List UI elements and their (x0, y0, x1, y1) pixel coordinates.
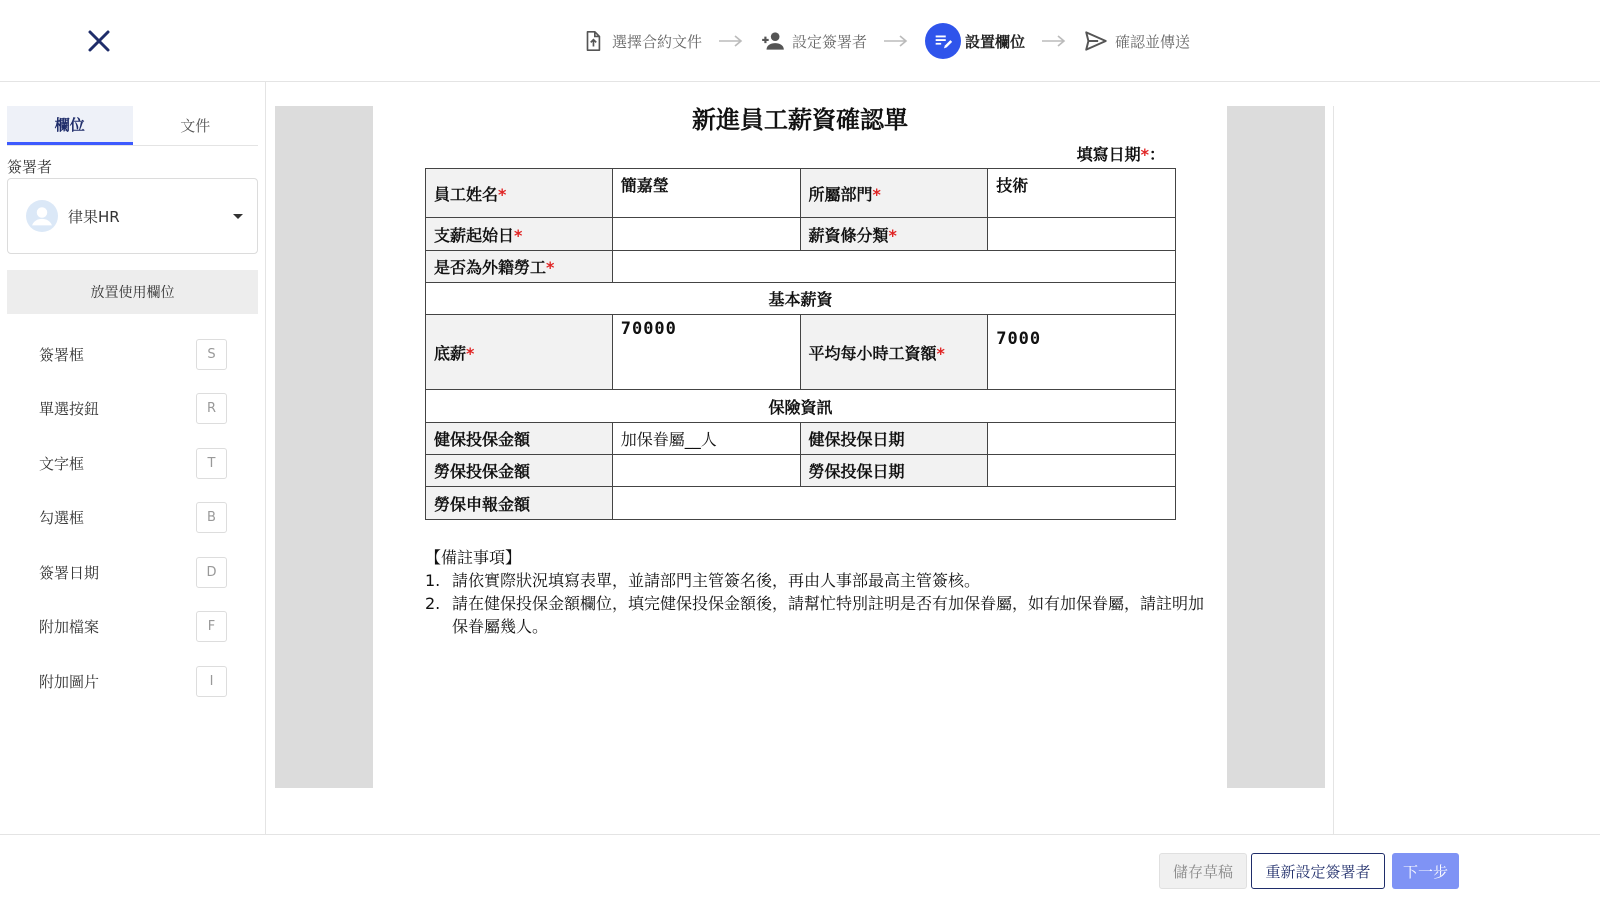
cell-label: 底薪 (434, 343, 467, 363)
document-title: 新進員工薪資確認單 (692, 106, 908, 134)
field-checkbox[interactable] (7, 491, 258, 546)
table-cell (426, 251, 613, 283)
document-viewer[interactable] (275, 106, 1325, 788)
required-mark: * (872, 184, 881, 204)
shortcut-key: F (196, 611, 227, 642)
table-cell (800, 169, 988, 218)
person-add-icon (760, 28, 786, 54)
table-cell[interactable] (612, 455, 800, 487)
table-row (426, 390, 1176, 423)
note-number: 2. (425, 594, 441, 613)
table-cell[interactable]: 7000 (988, 315, 1176, 390)
note-text: 請依實際狀況填寫表單，並請部門主管簽名後，再由人事部最高主管簽核。 (452, 571, 981, 590)
table-cell (800, 315, 988, 390)
table-cell[interactable]: 70000 (612, 315, 800, 390)
note-number: 1. (425, 571, 441, 590)
step-set-fields[interactable] (925, 23, 1025, 59)
arrow-right-icon (883, 34, 909, 48)
step-select-document[interactable] (580, 28, 702, 54)
shortcut-key: B (196, 502, 227, 533)
required-mark: * (498, 184, 507, 204)
shortcut-key: I (196, 666, 227, 697)
caret-down-icon (233, 214, 243, 219)
shortcut-key: S (196, 339, 227, 370)
field-sign-date[interactable] (7, 545, 258, 600)
step-label: 選擇合約文件 (612, 32, 703, 51)
step-label: 設定簽署者 (792, 32, 868, 51)
close-icon[interactable] (84, 26, 114, 56)
list-item (425, 592, 1205, 638)
table-cell[interactable] (612, 218, 800, 251)
fill-date-label (1077, 142, 1165, 165)
notes-section (425, 546, 1205, 638)
arrow-right-icon (1041, 34, 1067, 48)
table-cell (426, 169, 613, 218)
table-row (426, 218, 1176, 251)
sidebar-tabs (7, 106, 258, 146)
field-label: 附加檔案 (39, 618, 100, 637)
step-label: 設置欄位 (965, 32, 1026, 51)
fill-date-text: 填寫日期 (1076, 145, 1141, 164)
notes-title: 【備註事項】 (425, 548, 522, 567)
required-mark: * (888, 225, 897, 245)
tab-fields[interactable]: 欄位 (7, 106, 133, 145)
cell-label: 支薪起始日 (434, 225, 515, 245)
next-button[interactable]: 下一步 (1392, 853, 1459, 889)
table-cell[interactable] (988, 218, 1176, 251)
list-item (425, 569, 1205, 592)
divider (1333, 106, 1334, 834)
signer-name: 律果HR (68, 207, 120, 226)
field-label: 勾選框 (39, 509, 85, 528)
step-confirm-send[interactable] (1083, 28, 1190, 54)
footer-bar (0, 834, 1600, 903)
table-cell (426, 315, 613, 390)
table-row (426, 487, 1176, 520)
cell-label: 平均每小時工資額 (808, 343, 937, 363)
shortcut-key: T (196, 448, 227, 479)
reset-signers-button[interactable]: 重新設定簽署者 (1251, 853, 1385, 889)
field-label: 簽署框 (39, 345, 85, 364)
fill-date-suffix: ： (1148, 145, 1165, 164)
table-row (426, 283, 1176, 315)
sidebar (0, 82, 266, 834)
shortcut-key: R (196, 393, 227, 424)
send-icon (1083, 28, 1109, 54)
table-cell[interactable]: 技術 (988, 169, 1176, 218)
table-cell[interactable] (988, 455, 1176, 487)
table-row (426, 423, 1176, 455)
field-label: 單選按鈕 (39, 400, 100, 419)
table-cell[interactable] (612, 487, 1175, 520)
field-signature-box[interactable] (7, 327, 258, 382)
cell-label: 所屬部門 (808, 184, 873, 204)
field-attach-image[interactable] (7, 654, 258, 709)
table-cell: 勞保申報金額 (426, 487, 613, 520)
place-fields-header: 放置使用欄位 (7, 270, 258, 314)
required-mark: * (1140, 145, 1149, 164)
signer-select[interactable] (7, 178, 258, 254)
table-cell[interactable] (612, 251, 1175, 283)
tab-document[interactable]: 文件 (180, 117, 211, 135)
field-label: 簽署日期 (39, 563, 100, 582)
edit-note-icon (925, 23, 961, 59)
shortcut-key: D (196, 557, 227, 588)
table-cell: 健保投保金額 (426, 423, 613, 455)
table-cell[interactable]: 簡嘉瑩 (612, 169, 800, 218)
table-cell: 健保投保日期 (800, 423, 988, 455)
document-page[interactable] (373, 106, 1227, 788)
field-list (7, 327, 258, 709)
top-header (0, 0, 1600, 82)
field-text-box[interactable] (7, 436, 258, 491)
table-row (426, 251, 1176, 283)
note-text: 請在健保投保金額欄位，填完健保投保金額後，請幫忙特別註明是否有加保眷屬，如有加保眷屬，請註明加保眷屬幾人。 (452, 594, 1205, 636)
step-label: 確認並傳送 (1115, 32, 1191, 51)
table-cell: 勞保投保日期 (800, 455, 988, 487)
table-row (426, 169, 1176, 218)
table-row (426, 315, 1176, 390)
notes-list (425, 569, 1205, 638)
table-cell (800, 218, 988, 251)
field-label: 附加圖片 (39, 672, 100, 691)
section-header: 基本薪資 (426, 283, 1176, 315)
required-mark: * (936, 343, 945, 363)
required-mark: * (514, 225, 523, 245)
cell-label: 薪資條分類 (808, 225, 889, 245)
file-upload-icon (580, 28, 606, 54)
cell-label: 員工姓名 (434, 184, 499, 204)
stepper (580, 22, 1190, 60)
required-mark: * (546, 258, 555, 277)
salary-form-table (425, 168, 1176, 520)
step-set-signers[interactable] (760, 28, 867, 54)
table-cell[interactable]: 加保眷屬__人 (612, 423, 800, 455)
field-attachment[interactable] (7, 600, 258, 655)
table-cell[interactable] (988, 423, 1176, 455)
table-row (426, 455, 1176, 487)
save-draft-button[interactable]: 儲存草稿 (1159, 853, 1247, 889)
required-mark: * (466, 343, 475, 363)
section-header: 保險資訊 (426, 390, 1176, 423)
cell-label: 是否為外籍勞工 (434, 258, 547, 277)
field-label: 文字框 (39, 454, 85, 473)
signer-label: 簽署者 (7, 158, 53, 176)
table-cell: 勞保投保金額 (426, 455, 613, 487)
field-radio-button[interactable] (7, 382, 258, 437)
arrow-right-icon (718, 34, 744, 48)
table-cell (426, 218, 613, 251)
avatar (26, 200, 58, 232)
